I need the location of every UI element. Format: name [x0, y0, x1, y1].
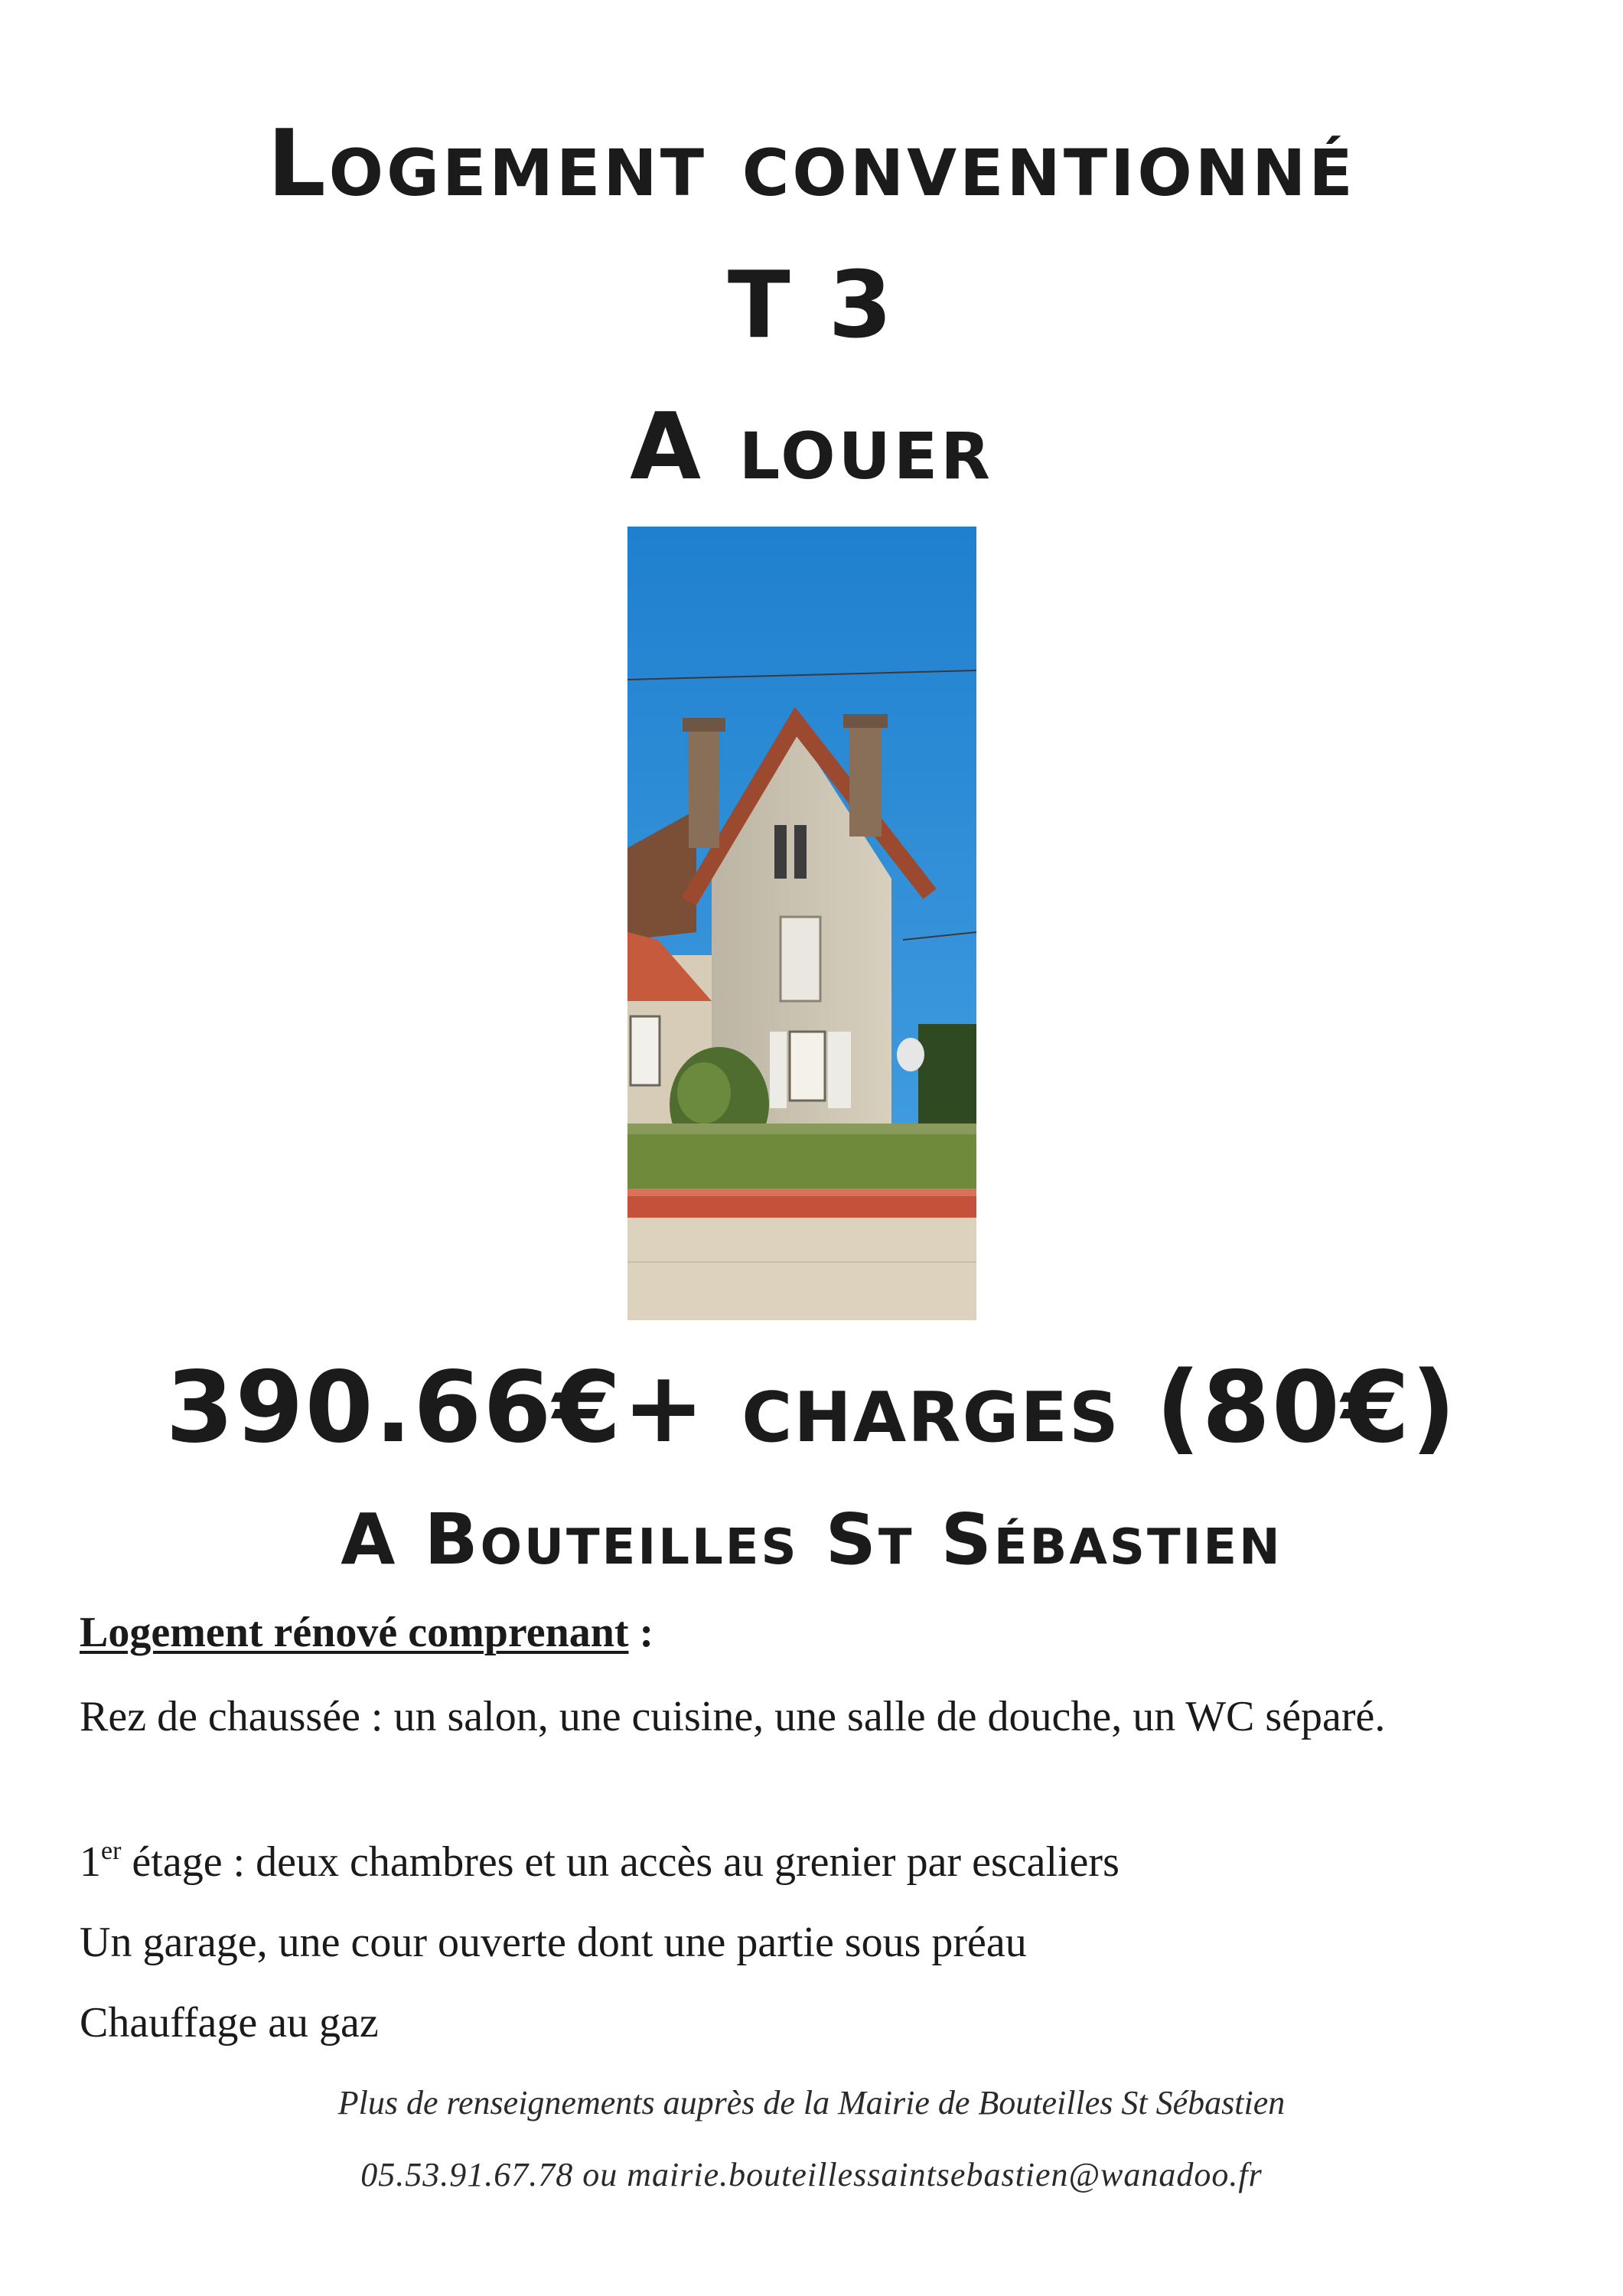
more-info-footer: Plus de renseignements auprès de la Mairie de Bouteilles St Sébastien — [337, 2084, 1286, 2122]
description-heading-colon: : — [628, 1609, 654, 1656]
rent-price: 390.66€+ charges (80€) — [165, 1351, 1458, 1465]
first-floor-description — [80, 1837, 1518, 1887]
first-floor-text: étage : deux chambres et un accès au grenier par escaliers — [121, 1838, 1119, 1886]
house-photo — [627, 527, 976, 1320]
title-apartment-type: T 3 — [727, 253, 896, 359]
title-for-rent: A louer — [630, 394, 993, 501]
first-floor-number: 1 — [80, 1838, 101, 1886]
rental-location: A Bouteilles St Sébastien — [341, 1499, 1282, 1580]
title-logement-conventionne: Logement conventionné — [267, 111, 1356, 217]
heating-description: Chauffage au gaz — [80, 1999, 379, 2047]
ground-floor-description: Rez de chaussée : un salon, une cuisine, une salle de douche, un WC séparé. — [80, 1693, 1386, 1740]
first-floor-superscript: er — [101, 1837, 122, 1865]
contact-footer: 05.53.91.67.78 ou mairie.bouteillessaintsebastien@wanadoo.fr — [360, 2156, 1263, 2193]
exterior-description: Un garage, une cour ouverte dont une partie sous préau — [80, 1919, 1027, 1966]
description-heading — [80, 1607, 1518, 1658]
description-heading-text: Logement rénové comprenant — [80, 1609, 629, 1656]
